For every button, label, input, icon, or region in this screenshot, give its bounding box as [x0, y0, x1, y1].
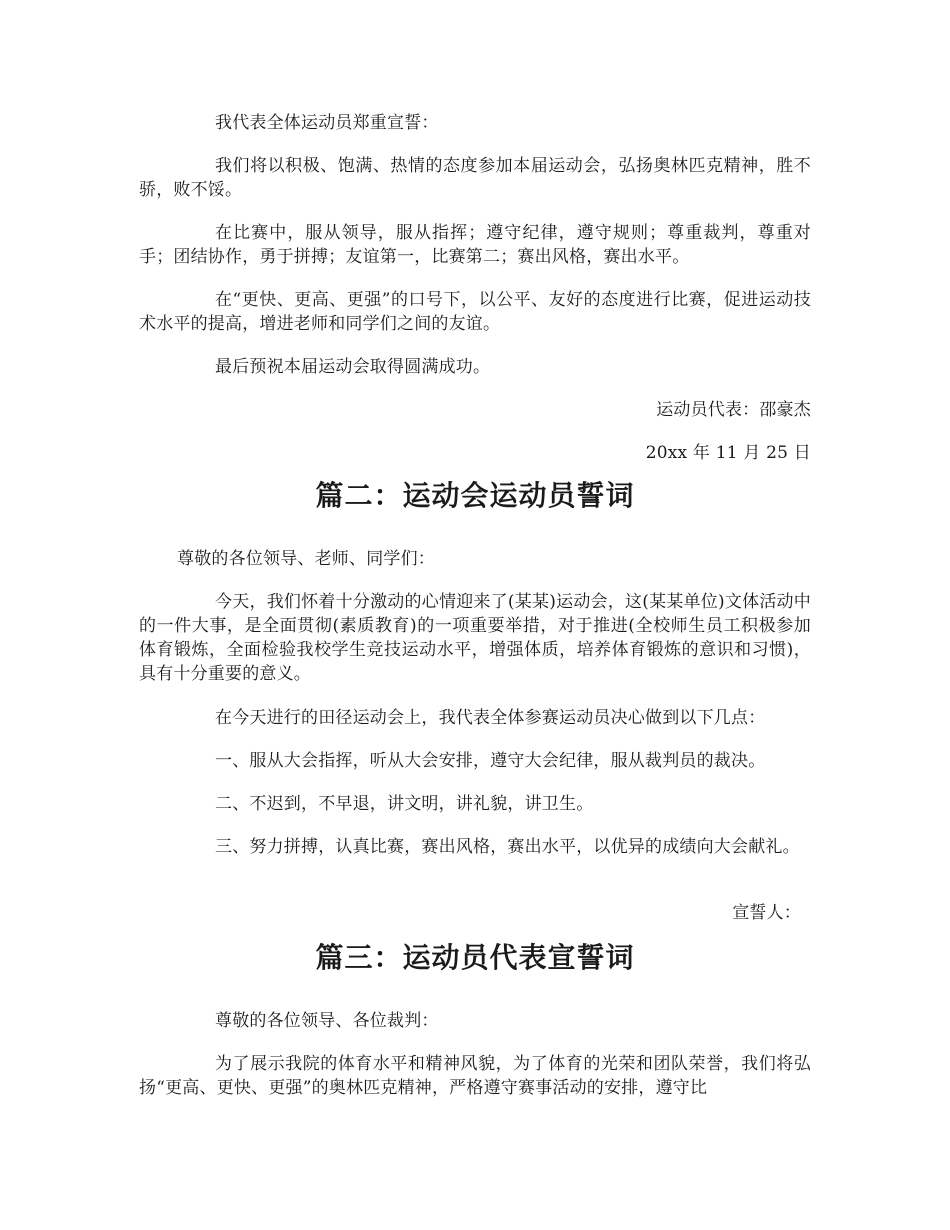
date-line: 20xx 年 11 月 25 日 [645, 443, 811, 463]
section-title: 篇三：运动员代表宣誓词 [315, 941, 635, 974]
oath-paragraph: 最后预祝本届运动会取得圆满成功。 [215, 357, 491, 377]
oath-paragraph: 我们将以积极、饱满、热情的态度参加本届运动会，弘扬奥林匹克精神，胜不骄，败不馁。 [139, 156, 811, 200]
signature-line: 运动员代表：邵豪杰 [656, 400, 811, 420]
greeting-line: 尊敬的各位领导、老师、同学们： [177, 549, 435, 569]
oath-paragraph: 在“更快、更高、更强”的口号下，以公平、友好的态度进行比赛，促进运动技术水平的提高，增进老师和同学们之间的友谊。 [139, 290, 811, 334]
oath-intro-paragraph: 我代表全体运动员郑重宣誓： [215, 113, 439, 133]
signature-line: 宣誓人： [732, 903, 801, 923]
body-paragraph: 今天，我们怀着十分激动的心情迎来了(某某)运动会，这(某某单位)文体活动中的一件大事，是全面贯彻(素质教育)的一项重要举措，对于推进(全校师生员工积极参加体育锻炼，全面检验我校学生竞技运动水平，增强体质，培养体育锻炼的意识和习惯)，具有十分重要的意义。 [139, 592, 811, 684]
greeting-line: 尊敬的各位领导、各位裁判： [215, 1011, 439, 1031]
body-paragraph: 为了展示我院的体育水平和精神风貌，为了体育的光荣和团队荣誉，我们将弘扬“更高、更快、更强”的奥林匹克精神，严格遵守赛事活动的安排，遵守比 [139, 1054, 811, 1098]
section-title: 篇二：运动会运动员誓词 [315, 479, 635, 512]
body-paragraph: 在今天进行的田径运动会上，我代表全体参赛运动员决心做到以下几点： [215, 708, 766, 728]
list-item: 一、服从大会指挥，听从大会安排，遵守大会纪律，服从裁判员的裁决。 [215, 751, 766, 771]
oath-paragraph: 在比赛中，服从领导，服从指挥；遵守纪律，遵守规则；尊重裁判，尊重对手；团结协作，勇于拼搏；友谊第一，比赛第二；赛出风格，赛出水平。 [139, 223, 811, 267]
list-item: 二、不迟到，不早退，讲文明，讲礼貌，讲卫生。 [215, 794, 594, 814]
list-item: 三、努力拼搏，认真比赛，赛出风格，赛出水平，以优异的成绩向大会献礼。 [215, 837, 800, 857]
